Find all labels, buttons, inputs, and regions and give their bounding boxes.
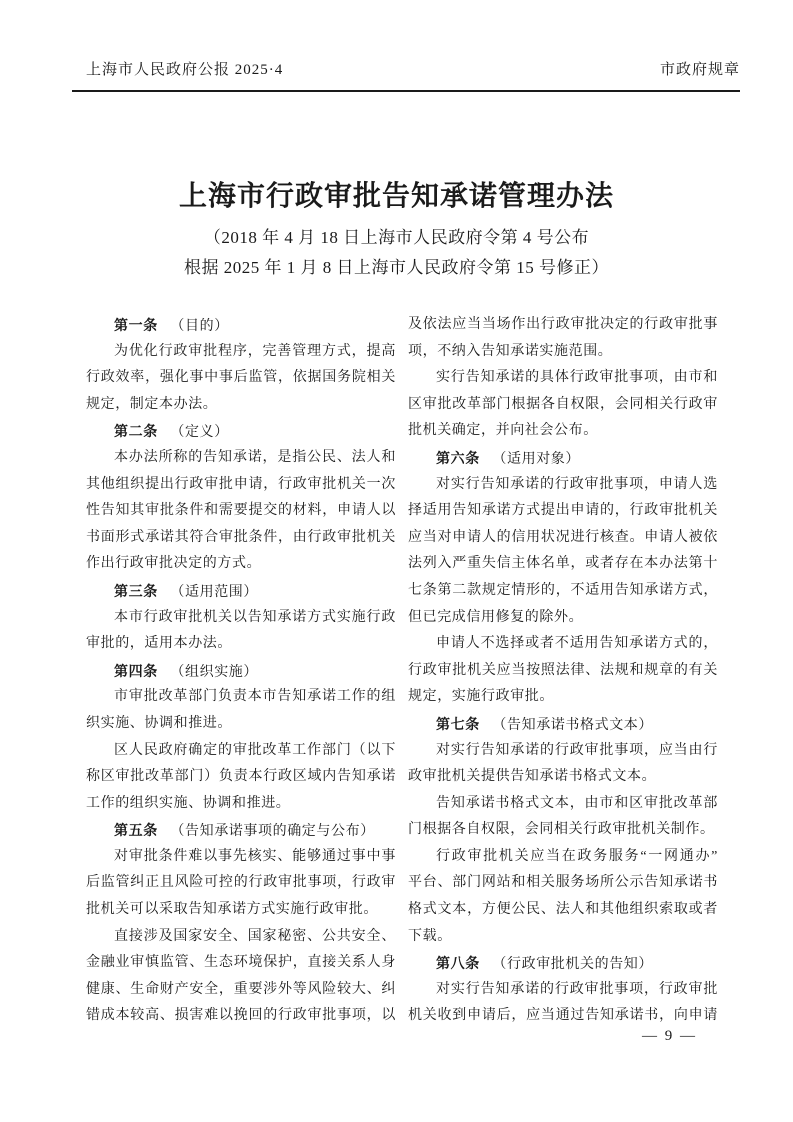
article-heading-line — [408, 711, 718, 738]
text-line: 区审批改革部门根据各自权限，会同相关行政审 — [408, 396, 718, 412]
text-line: 作出行政审批决定的方式。 — [86, 556, 262, 572]
article-number: 第一条 — [114, 317, 158, 333]
subtitle-line-1: （2018 年 4 月 18 日上海市人民政府令第 4 号公布 — [203, 228, 590, 247]
text-line: 其他组织提出行政审批申请，行政审批机关一次 — [86, 476, 396, 492]
text-line: 项，不纳入告知承诺实施范围。 — [408, 343, 613, 359]
article-number: 第七条 — [436, 715, 480, 732]
text-line: 告知承诺书格式文本，由市和区审批改革部 — [436, 795, 718, 811]
text-line: 对审批条件难以事先核实、能够通过事中事 — [114, 848, 396, 864]
text-line: 政审批机关提供告知承诺书格式文本。 — [408, 769, 657, 785]
article-subject: （组织实施） — [170, 664, 259, 680]
text-line: 行政审批机关应当按照法律、法规和规章的有关 — [408, 662, 718, 678]
text-line: 但已完成信用修复的除外。 — [408, 609, 584, 625]
text-line: 批机关确定，并向社会公布。 — [408, 423, 598, 439]
text-line: 应当对申请人的信用状况进行核查。申请人被依 — [408, 529, 718, 545]
text-line: 区人民政府确定的审批改革工作部门（以下 — [114, 742, 396, 758]
running-header — [72, 58, 740, 84]
text-line: 审批的，适用本办法。 — [86, 636, 232, 652]
text-line: 机关收到申请后，应当通过告知承诺书，向申请 — [408, 1008, 718, 1024]
article-number: 第五条 — [114, 822, 158, 839]
article-subject: （告知承诺事项的确定与公布） — [170, 824, 375, 840]
article-heading-line — [86, 418, 396, 445]
article-heading-line — [86, 578, 396, 605]
text-line: 格式文本，方便公民、法人和其他组织索取或者 — [408, 902, 718, 918]
text-line: 错成本较高、损害难以挽回的行政审批事项，以 — [86, 1008, 396, 1024]
text-line: 规定，制定本办法。 — [86, 396, 218, 412]
text-line: 书面形式承诺其符合审批条件，由行政审批机关 — [86, 529, 396, 545]
text-line: 下载。 — [408, 928, 452, 944]
text-line: 七条第二款规定情形的，不适用告知承诺方式， — [408, 582, 718, 598]
text-column-left — [86, 312, 396, 1030]
gazette-issue-label: 上海市人民政府公报 2025·4 — [86, 62, 284, 78]
page-number: — 9 — — [642, 1028, 697, 1044]
article-subject: （适用范围） — [170, 584, 259, 600]
article-subject: （告知承诺书格式文本） — [492, 717, 654, 733]
article-number: 第四条 — [114, 662, 158, 679]
text-line: 行政审批机关应当在政务服务“一网通办” — [436, 848, 718, 864]
text-line: 申请人不选择或者不适用告知承诺方式的， — [436, 636, 718, 652]
article-subject: （适用对象） — [492, 451, 581, 467]
text-line: 本办法所称的告知承诺，是指公民、法人和 — [114, 449, 396, 465]
text-column-right — [408, 312, 718, 1030]
text-line: 称区审批改革部门）负责本行政区域内告知承诺 — [86, 769, 396, 785]
text-line: 实行告知承诺的具体行政审批事项，由市和 — [436, 370, 718, 386]
text-line: 为优化行政审批程序，完善管理方式，提高 — [114, 343, 396, 359]
article-number: 第六条 — [436, 449, 480, 466]
text-line: 本市行政审批机关以告知承诺方式实施行政 — [114, 609, 396, 625]
article-subject: （行政审批机关的告知） — [492, 957, 654, 973]
text-line: 健康、生命财产安全，重要涉外等风险较大、纠 — [86, 981, 396, 997]
article-number: 第三条 — [114, 582, 158, 599]
article-number: 第八条 — [436, 955, 480, 972]
article-heading-line — [408, 950, 718, 977]
article-subject: （目的） — [170, 319, 229, 334]
document-subtitle — [0, 223, 793, 283]
article-heading-line — [86, 817, 396, 844]
text-line: 性告知其审批条件和需要提交的材料，申请人以 — [86, 503, 396, 519]
document-title: 上海市行政审批告知承诺管理办法 — [178, 181, 614, 212]
subtitle-line-2: 根据 2025 年 1 月 8 日上海市人民政府令第 15 号修正） — [184, 258, 609, 277]
header-rule — [72, 90, 740, 92]
text-line: 后监管纠正且风险可控的行政审批事项，行政审 — [86, 875, 396, 891]
text-line: 对实行告知承诺的行政审批事项，行政审批 — [436, 981, 718, 997]
text-line: 行政效率，强化事中事后监管，依据国务院相关 — [86, 370, 396, 386]
article-heading-line — [86, 658, 396, 685]
text-line: 及依法应当当场作出行政审批决定的行政审批事 — [408, 317, 718, 332]
text-line: 择适用告知承诺方式提出申请的，行政审批机关 — [408, 503, 718, 519]
article-body — [86, 312, 718, 1030]
text-line: 织实施、协调和推进。 — [86, 715, 232, 731]
text-line: 市审批改革部门负责本市告知承诺工作的组 — [114, 689, 396, 705]
section-label: 市政府规章 — [659, 62, 740, 78]
text-line: 对实行告知承诺的行政审批事项，申请人选 — [436, 476, 718, 492]
article-number: 第二条 — [114, 423, 158, 440]
text-line: 平台、部门网站和相关服务场所公示告知承诺书 — [408, 875, 718, 891]
text-line: 金融业审慎监管、生态环境保护，直接关系人身 — [86, 955, 396, 971]
article-subject: （定义） — [170, 425, 229, 441]
text-line: 对实行告知承诺的行政审批事项，应当由行 — [436, 742, 718, 758]
text-line: 法列入严重失信主体名单，或者存在本办法第十 — [408, 556, 718, 572]
text-line: 批机关可以采取告知承诺方式实施行政审批。 — [86, 902, 378, 918]
text-line: 直接涉及国家安全、国家秘密、公共安全、 — [114, 928, 396, 944]
article-heading-line — [86, 312, 396, 339]
text-line: 工作的组织实施、协调和推进。 — [86, 795, 291, 811]
text-line: 门根据各自权限，会同相关行政审批机关制作。 — [408, 822, 715, 838]
text-line: 规定，实施行政审批。 — [408, 689, 554, 705]
article-heading-line — [408, 445, 718, 472]
